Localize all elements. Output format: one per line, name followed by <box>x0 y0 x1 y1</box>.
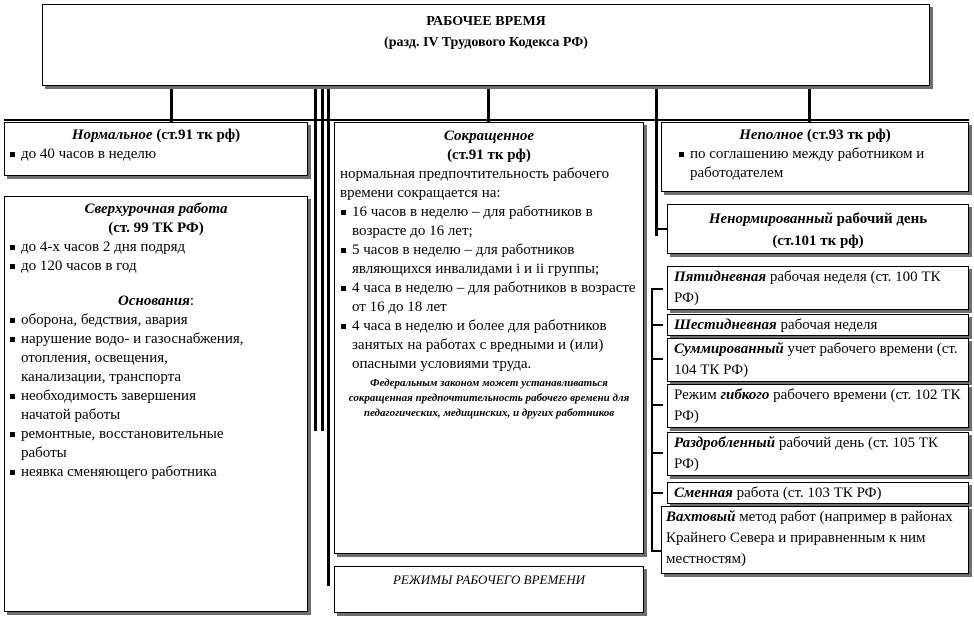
regime-shift <box>667 482 969 504</box>
basis-title: Основания <box>118 293 190 309</box>
reduced-list <box>340 203 638 374</box>
list-item: до 4-х часов 2 дня подряд <box>9 238 303 257</box>
list-item: по соглашению между работником и работодателем <box>678 145 962 183</box>
irregular-box <box>667 204 969 254</box>
connector-left-drop <box>170 86 173 122</box>
regime-six-day <box>667 314 969 336</box>
list-item: 16 часов в неделю – для работников в возрасте до 16 лет; <box>340 203 638 241</box>
regime-em: Раздробленный <box>674 435 776 451</box>
connector-center-drop <box>487 86 490 122</box>
overtime-title: Сверхурочная работа <box>84 201 228 217</box>
regimes-label: РЕЖИМЫ РАБОЧЕГО ВРЕМЕНИ <box>392 572 586 587</box>
title-line2: (разд. IV Трудового Кодекса РФ) <box>384 35 588 50</box>
regime-em: гибкого <box>720 387 770 403</box>
regime-rest: учет рабочего времени (ст. 104 ТК РФ) <box>674 341 958 378</box>
tick-regime-3 <box>651 358 663 360</box>
list-item: нарушение водо- и газоснабжения, отопления, освещения, канализации, транспорта <box>9 330 247 387</box>
overtime-box <box>4 196 308 612</box>
tick-regime-5 <box>651 452 663 454</box>
regime-rest: метод работ (например в районах Крайнего Севера и приравненным к ним местностям) <box>666 509 953 567</box>
regime-flexible <box>667 384 969 428</box>
partial-box <box>661 122 969 192</box>
irregular-subtitle: (ст.101 тк рф) <box>772 233 864 249</box>
partial-list <box>668 145 962 183</box>
partial-heading <box>668 126 962 145</box>
tick-regime-6 <box>651 492 663 494</box>
normal-list <box>9 145 303 164</box>
regime-em: Суммированный <box>674 341 784 357</box>
title-line1: РАБОЧЕЕ ВРЕМЯ <box>426 14 546 29</box>
partial-heading-rest: (ст.93 тк рф) <box>806 127 891 143</box>
regime-summarized <box>667 338 969 382</box>
list-item: ремонтные, восстановительные работы <box>9 425 247 463</box>
list-item: до 120 часов в год <box>9 257 303 276</box>
reduced-box <box>334 122 644 554</box>
regime-five-day <box>667 266 969 310</box>
tick-regime-4 <box>651 404 663 406</box>
basis-list <box>9 311 247 482</box>
list-item: 4 часа в неделю – для работников в возрасте от 16 до 18 лет <box>340 279 638 317</box>
irregular-heading <box>668 208 968 230</box>
regime-rest: рабочая неделя (ст. 100 ТК РФ) <box>674 269 941 306</box>
list-item: необходимость завершения начатой работы <box>9 387 247 425</box>
irregular-heading-rest: рабочий день <box>836 211 928 227</box>
regime-rest: работа (ст. 103 ТК РФ) <box>736 485 882 501</box>
normal-heading-em: Нормальное <box>71 127 153 143</box>
regime-pre: Режим <box>674 387 717 403</box>
connector-left-long <box>314 86 317 431</box>
regime-rest: рабочего времени (ст. 102 ТК РФ) <box>674 387 961 424</box>
list-item: неявка сменяющего работника <box>9 463 247 482</box>
title-box <box>42 4 930 86</box>
tick-regime-2 <box>651 324 663 326</box>
connector-far-right-drop <box>808 86 811 122</box>
regime-em: Пятидневная <box>674 269 767 285</box>
connector-left-long-2 <box>321 86 324 431</box>
regime-rest: рабочая неделя <box>780 317 878 333</box>
connector-regimes-label <box>327 86 330 586</box>
regime-split-day <box>667 432 969 476</box>
list-item: до 40 часов в неделю <box>9 145 303 164</box>
partial-heading-em: Неполное <box>739 127 804 143</box>
regime-em: Сменная <box>674 485 733 501</box>
reduced-note: Федеральным законом может устанавливаться сокращенная предпочтительность рабочего времени для педагогических, медицинских, и других работников <box>348 377 630 419</box>
list-item: 4 часа в неделю и более для работников занятых на работах с вредными и (или) опасными условиями труда. <box>340 317 638 374</box>
overtime-list <box>9 238 303 276</box>
basis-heading: Основания: <box>118 293 194 309</box>
connector-irregular <box>655 228 667 230</box>
reduced-subtitle: (ст.91 тк рф) <box>447 147 531 163</box>
regime-rotation <box>661 506 969 574</box>
connector-regimes-spine <box>651 288 653 552</box>
regime-em: Вахтовый <box>666 509 736 525</box>
list-item: 5 часов в неделю – для работников являющихся инвалидами i и ii группы; <box>340 241 638 279</box>
reduced-title: Сокращенное <box>443 128 535 144</box>
regimes-label-box <box>334 566 644 613</box>
tick-regime-1 <box>651 288 663 290</box>
regime-rest: рабочий день (ст. 105 ТК РФ) <box>674 435 938 472</box>
list-item: оборона, бедствия, авария <box>9 311 247 330</box>
regime-em: Шестидневная <box>674 317 777 333</box>
connector-right-drop <box>655 86 658 236</box>
normal-heading-rest: (ст.91 тк рф) <box>156 127 241 143</box>
irregular-heading-em: Ненормированный <box>708 211 833 227</box>
overtime-subtitle: (ст. 99 ТК РФ) <box>108 220 204 236</box>
reduced-intro: нормальная предпочтительность рабочего времени сокращается на: <box>340 166 610 201</box>
normal-heading <box>9 126 303 145</box>
normal-box <box>4 122 308 176</box>
